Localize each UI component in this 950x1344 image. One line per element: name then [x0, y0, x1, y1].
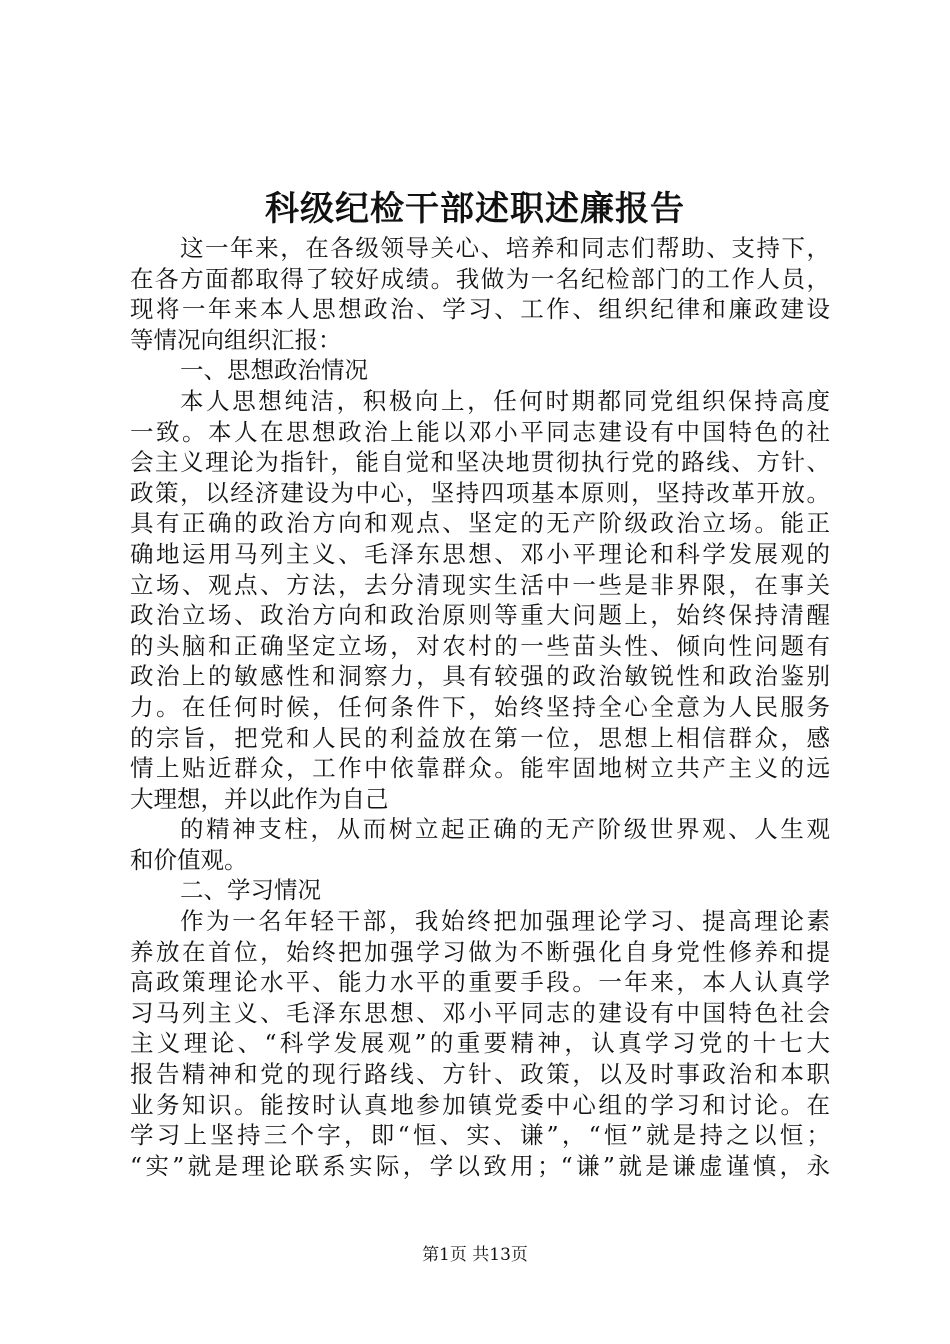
- paragraph-line: 情上贴近群众，工作中依靠群众。能牢固地树立共产主义的远: [130, 754, 830, 783]
- paragraph-line: 等情况向组织汇报：: [130, 325, 342, 354]
- paragraph-line: 的精神支柱，从而树立起正确的无产阶级世界观、人生观: [180, 815, 830, 844]
- paragraph-line: 和价值观。: [130, 845, 248, 874]
- page-number-footer: 第1页 共13页: [422, 1245, 528, 1265]
- paragraph-line: 力。在任何时候，任何条件下，始终坚持全心全意为人民服务: [130, 692, 830, 721]
- paragraph-line: 报告精神和党的现行路线、方针、政策，以及时事政治和本职: [130, 1060, 830, 1089]
- paragraph-line: 本人思想纯洁，积极向上，任何时期都同党组织保持高度: [180, 386, 830, 415]
- paragraph-line: 学习上坚持三个字，即“恒、实、谦”，“恒”就是持之以恒；: [130, 1121, 830, 1150]
- paragraph-line: 政治上的敏感性和洞察力，具有较强的政治敏锐性和政治鉴别: [130, 662, 830, 691]
- document-title: 科级纪检干部述职述廉报告: [265, 189, 685, 229]
- paragraph-line: 确地运用马列主义、毛泽东思想、邓小平理论和科学发展观的: [130, 539, 830, 568]
- paragraph-line: “实”就是理论联系实际，学以致用；“谦”就是谦虚谨慎，永: [130, 1151, 830, 1180]
- paragraph-line: 政策，以经济建设为中心，坚持四项基本原则，坚持改革开放。: [130, 478, 830, 507]
- paragraph-line: 的头脑和正确坚定立场，对农村的一些苗头性、倾向性问题有: [130, 631, 830, 660]
- paragraph-line: 业务知识。能按时认真地参加镇党委中心组的学习和讨论。在: [130, 1090, 830, 1119]
- paragraph-line: 高政策理论水平、能力水平的重要手段。一年来，本人认真学: [130, 968, 830, 997]
- section-heading: 一、思想政治情况: [180, 356, 368, 385]
- paragraph-line: 在各方面都取得了较好成绩。我做为一名纪检部门的工作人员，: [130, 264, 830, 293]
- paragraph-line: 政治立场、政治方向和政治原则等重大问题上，始终保持清醒: [130, 601, 830, 630]
- paragraph-line: 会主义理论为指针，能自觉和坚决地贯彻执行党的路线、方针、: [130, 448, 830, 477]
- paragraph-line: 这一年来，在各级领导关心、培养和同志们帮助、支持下，: [180, 234, 830, 262]
- paragraph-line: 习马列主义、毛泽东思想、邓小平同志的建设有中国特色社会: [130, 998, 830, 1027]
- section-heading: 二、学习情况: [180, 876, 321, 905]
- paragraph-line: 现将一年来本人思想政治、学习、工作、组织纪律和廉政建设: [130, 295, 830, 324]
- paragraph-line: 立场、观点、方法，去分清现实生活中一些是非界限，在事关: [130, 570, 830, 599]
- paragraph-line: 大理想，并以此作为自己: [130, 784, 389, 813]
- paragraph-line: 养放在首位，始终把加强学习做为不断强化自身党性修养和提: [130, 937, 830, 966]
- document-body: [130, 233, 830, 1181]
- paragraph-line: 主义理论、“科学发展观”的重要精神，认真学习党的十七大: [130, 1029, 830, 1058]
- paragraph-line: 作为一名年轻干部，我始终把加强理论学习、提高理论素: [180, 907, 830, 936]
- paragraph-line: 一致。本人在思想政治上能以邓小平同志建设有中国特色的社: [130, 417, 830, 446]
- paragraph-line: 的宗旨，把党和人民的利益放在第一位，思想上相信群众，感: [130, 723, 830, 752]
- paragraph-line: 具有正确的政治方向和观点、坚定的无产阶级政治立场。能正: [130, 509, 830, 538]
